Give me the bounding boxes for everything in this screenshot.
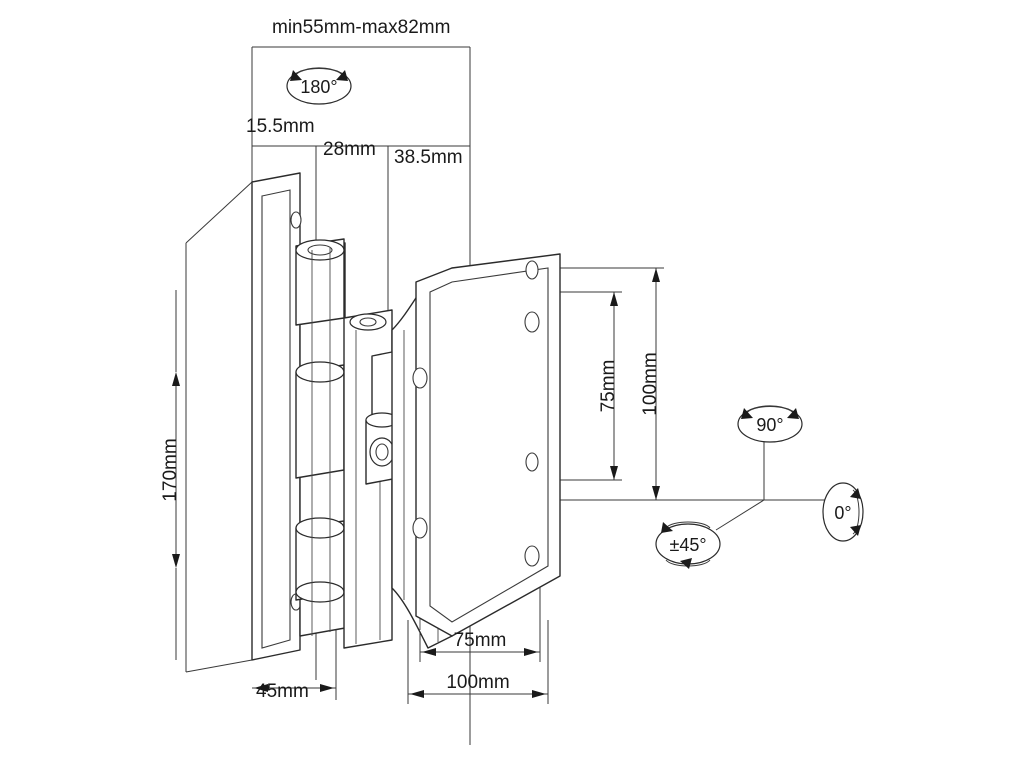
mount-arm [344, 310, 398, 648]
vesa-plate [413, 254, 560, 636]
vesa-h-large-label: 100mm [446, 672, 510, 693]
seg-b-label: 28mm [323, 139, 376, 160]
vesa-h-small-label: 75mm [453, 630, 507, 651]
angle-180-badge [287, 68, 351, 104]
angle-45-label: ±45° [669, 535, 707, 555]
vesa-v-large-label: 100mm [640, 352, 661, 416]
angle-180-label: 180° [300, 77, 338, 97]
angle-45-badge [656, 522, 720, 569]
angle-90-badge [738, 406, 802, 442]
plate-height-label: 170mm [160, 438, 181, 502]
angle-0-label: 0° [834, 503, 852, 523]
angle-0-badge [823, 483, 863, 541]
wall-plate [252, 173, 301, 660]
depth-range-label: min55mm-max82mm [272, 17, 451, 38]
hinge-column [296, 239, 345, 636]
vesa-v-small-label: 75mm [598, 359, 619, 413]
plate-width-label: 45mm [256, 681, 309, 702]
seg-c-label: 38.5mm [394, 147, 463, 168]
seg-a-label: 15.5mm [246, 116, 315, 137]
angle-90-label: 90° [756, 415, 784, 435]
